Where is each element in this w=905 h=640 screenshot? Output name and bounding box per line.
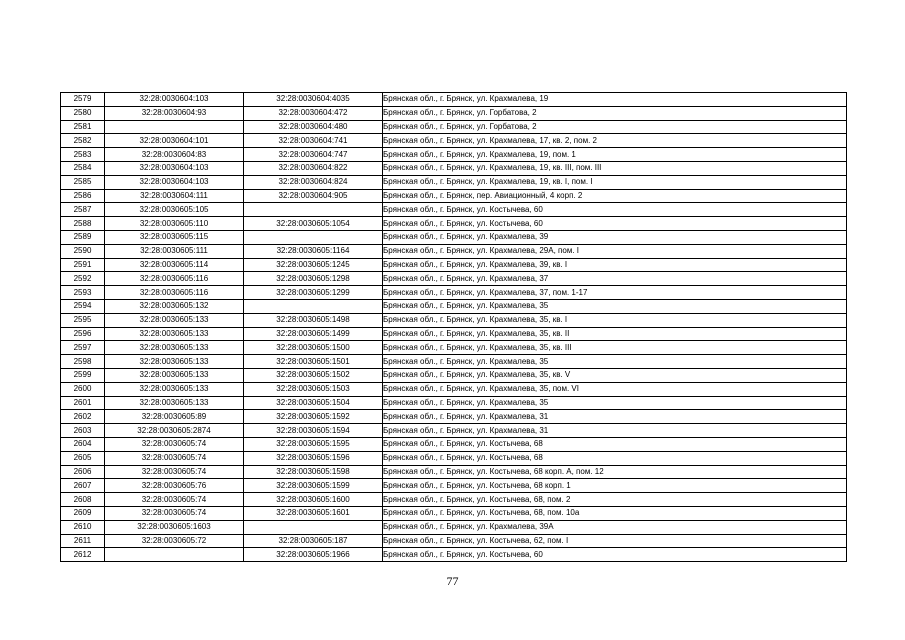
row-number-cell: 2592 <box>61 272 105 286</box>
row-number-cell: 2599 <box>61 368 105 382</box>
table-row <box>61 258 847 272</box>
object-number-cell <box>244 299 383 313</box>
table-row <box>61 410 847 424</box>
table-row <box>61 175 847 189</box>
parcel-number-cell: 32:28:0030604:103 <box>105 161 244 175</box>
parcel-number-cell: 32:28:0030604:103 <box>105 175 244 189</box>
address-cell: Брянская обл., г. Брянск, пер. Авиационный, 4 корп. 2 <box>383 189 847 203</box>
object-number-cell: 32:28:0030605:1599 <box>244 479 383 493</box>
table-row <box>61 506 847 520</box>
table-row <box>61 299 847 313</box>
address-cell: Брянская обл., г. Брянск, ул. Крахмалева, 39А <box>383 520 847 534</box>
row-number-cell: 2608 <box>61 493 105 507</box>
parcel-number-cell: 32:28:0030605:116 <box>105 272 244 286</box>
row-number-cell: 2583 <box>61 148 105 162</box>
parcel-number-cell: 32:28:0030604:93 <box>105 106 244 120</box>
parcel-number-cell: 32:28:0030605:133 <box>105 396 244 410</box>
object-number-cell: 32:28:0030605:1596 <box>244 451 383 465</box>
address-cell: Брянская обл., г. Брянск, ул. Крахмалева, 35 <box>383 396 847 410</box>
address-cell: Брянская обл., г. Брянск, ул. Крахмалева, 35, кв. I <box>383 313 847 327</box>
table-row <box>61 396 847 410</box>
parcel-number-cell: 32:28:0030605:132 <box>105 299 244 313</box>
row-number-cell: 2589 <box>61 230 105 244</box>
address-cell: Брянская обл., г. Брянск, ул. Костычева, 68 <box>383 451 847 465</box>
parcel-number-cell: 32:28:0030605:116 <box>105 286 244 300</box>
parcel-number-cell: 32:28:0030605:2874 <box>105 424 244 438</box>
row-number-cell: 2611 <box>61 534 105 548</box>
row-number-cell: 2590 <box>61 244 105 258</box>
table-row <box>61 465 847 479</box>
object-number-cell: 32:28:0030605:1600 <box>244 493 383 507</box>
table-row <box>61 327 847 341</box>
address-cell: Брянская обл., г. Брянск, ул. Крахмалева, 19, кв. I, пом. I <box>383 175 847 189</box>
table-row <box>61 548 847 562</box>
address-cell: Брянская обл., г. Брянск, ул. Костычева, 60 <box>383 548 847 562</box>
address-cell: Брянская обл., г. Брянск, ул. Костычева, 68, пом. 10а <box>383 506 847 520</box>
object-number-cell: 32:28:0030605:1601 <box>244 506 383 520</box>
row-number-cell: 2587 <box>61 203 105 217</box>
address-cell: Брянская обл., г. Брянск, ул. Крахмалева, 37 <box>383 272 847 286</box>
object-number-cell: 32:28:0030604:905 <box>244 189 383 203</box>
table-row <box>61 355 847 369</box>
table-row <box>61 134 847 148</box>
table-row <box>61 286 847 300</box>
row-number-cell: 2609 <box>61 506 105 520</box>
row-number-cell: 2579 <box>61 93 105 107</box>
row-number-cell: 2595 <box>61 313 105 327</box>
object-number-cell: 32:28:0030605:1503 <box>244 382 383 396</box>
object-number-cell: 32:28:0030605:1594 <box>244 424 383 438</box>
address-cell: Брянская обл., г. Брянск, ул. Крахмалева, 35, кв. II <box>383 327 847 341</box>
row-number-cell: 2602 <box>61 410 105 424</box>
parcel-number-cell: 32:28:0030604:101 <box>105 134 244 148</box>
table-row <box>61 106 847 120</box>
row-number-cell: 2586 <box>61 189 105 203</box>
row-number-cell: 2604 <box>61 437 105 451</box>
address-cell: Брянская обл., г. Брянск, ул. Крахмалева, 29А, пом. I <box>383 244 847 258</box>
object-number-cell: 32:28:0030605:1598 <box>244 465 383 479</box>
parcel-number-cell: 32:28:0030605:74 <box>105 437 244 451</box>
address-cell: Брянская обл., г. Брянск, ул. Костычева, 60 <box>383 203 847 217</box>
object-number-cell: 32:28:0030605:1592 <box>244 410 383 424</box>
cadastral-table <box>60 92 847 562</box>
object-number-cell: 32:28:0030605:1498 <box>244 313 383 327</box>
row-number-cell: 2591 <box>61 258 105 272</box>
row-number-cell: 2594 <box>61 299 105 313</box>
object-number-cell: 32:28:0030605:187 <box>244 534 383 548</box>
object-number-cell: 32:28:0030605:1595 <box>244 437 383 451</box>
object-number-cell: 32:28:0030604:472 <box>244 106 383 120</box>
row-number-cell: 2598 <box>61 355 105 369</box>
parcel-number-cell: 32:28:0030605:74 <box>105 493 244 507</box>
object-number-cell: 32:28:0030604:741 <box>244 134 383 148</box>
object-number-cell: 32:28:0030605:1501 <box>244 355 383 369</box>
parcel-number-cell: 32:28:0030605:105 <box>105 203 244 217</box>
object-number-cell: 32:28:0030605:1499 <box>244 327 383 341</box>
parcel-number-cell: 32:28:0030605:114 <box>105 258 244 272</box>
object-number-cell: 32:28:0030605:1502 <box>244 368 383 382</box>
table-row <box>61 93 847 107</box>
object-number-cell: 32:28:0030604:480 <box>244 120 383 134</box>
address-cell: Брянская обл., г. Брянск, ул. Горбатова, 2 <box>383 120 847 134</box>
parcel-number-cell: 32:28:0030605:133 <box>105 313 244 327</box>
parcel-number-cell: 32:28:0030605:110 <box>105 217 244 231</box>
table-row <box>61 189 847 203</box>
address-cell: Брянская обл., г. Брянск, ул. Костычева, 68 корп. А, пом. 12 <box>383 465 847 479</box>
address-cell: Брянская обл., г. Брянск, ул. Крахмалева, 19 <box>383 93 847 107</box>
address-cell: Брянская обл., г. Брянск, ул. Крахмалева, 31 <box>383 410 847 424</box>
parcel-number-cell: 32:28:0030605:74 <box>105 451 244 465</box>
parcel-number-cell: 32:28:0030605:115 <box>105 230 244 244</box>
row-number-cell: 2585 <box>61 175 105 189</box>
address-cell: Брянская обл., г. Брянск, ул. Крахмалева, 35 <box>383 355 847 369</box>
row-number-cell: 2612 <box>61 548 105 562</box>
parcel-number-cell: 32:28:0030605:111 <box>105 244 244 258</box>
row-number-cell: 2601 <box>61 396 105 410</box>
address-cell: Брянская обл., г. Брянск, ул. Костычева, 62, пом. I <box>383 534 847 548</box>
table-body <box>61 93 847 562</box>
address-cell: Брянская обл., г. Брянск, ул. Крахмалева, 35, кв. V <box>383 368 847 382</box>
row-number-cell: 2600 <box>61 382 105 396</box>
object-number-cell: 32:28:0030604:747 <box>244 148 383 162</box>
object-number-cell: 32:28:0030605:1500 <box>244 341 383 355</box>
row-number-cell: 2588 <box>61 217 105 231</box>
table-row <box>61 341 847 355</box>
parcel-number-cell <box>105 120 244 134</box>
parcel-number-cell: 32:28:0030604:103 <box>105 93 244 107</box>
address-cell: Брянская обл., г. Брянск, ул. Крахмалева, 35, кв. III <box>383 341 847 355</box>
row-number-cell: 2584 <box>61 161 105 175</box>
object-number-cell: 32:28:0030605:1966 <box>244 548 383 562</box>
table-row <box>61 313 847 327</box>
table-row <box>61 272 847 286</box>
parcel-number-cell <box>105 548 244 562</box>
table-row <box>61 451 847 465</box>
table-row <box>61 161 847 175</box>
row-number-cell: 2582 <box>61 134 105 148</box>
row-number-cell: 2593 <box>61 286 105 300</box>
object-number-cell: 32:28:0030605:1299 <box>244 286 383 300</box>
address-cell: Брянская обл., г. Брянск, ул. Костычева, 60 <box>383 217 847 231</box>
row-number-cell: 2603 <box>61 424 105 438</box>
address-cell: Брянская обл., г. Брянск, ул. Горбатова, 2 <box>383 106 847 120</box>
object-number-cell <box>244 520 383 534</box>
row-number-cell: 2580 <box>61 106 105 120</box>
parcel-number-cell: 32:28:0030605:89 <box>105 410 244 424</box>
address-cell: Брянская обл., г. Брянск, ул. Крахмалева, 39, кв. I <box>383 258 847 272</box>
object-number-cell <box>244 230 383 244</box>
table-row <box>61 244 847 258</box>
object-number-cell <box>244 203 383 217</box>
address-cell: Брянская обл., г. Брянск, ул. Костычева, 68 <box>383 437 847 451</box>
page-number: 77 <box>446 574 459 588</box>
object-number-cell: 32:28:0030605:1054 <box>244 217 383 231</box>
parcel-number-cell: 32:28:0030605:74 <box>105 465 244 479</box>
parcel-number-cell: 32:28:0030605:133 <box>105 355 244 369</box>
parcel-number-cell: 32:28:0030605:72 <box>105 534 244 548</box>
table-row <box>61 437 847 451</box>
table-row <box>61 520 847 534</box>
address-cell: Брянская обл., г. Брянск, ул. Крахмалева, 39 <box>383 230 847 244</box>
row-number-cell: 2596 <box>61 327 105 341</box>
parcel-number-cell: 32:28:0030605:133 <box>105 341 244 355</box>
address-cell: Брянская обл., г. Брянск, ул. Костычева, 68 корп. 1 <box>383 479 847 493</box>
object-number-cell: 32:28:0030604:824 <box>244 175 383 189</box>
address-cell: Брянская обл., г. Брянск, ул. Крахмалева, 35 <box>383 299 847 313</box>
table-row <box>61 120 847 134</box>
row-number-cell: 2606 <box>61 465 105 479</box>
table-row <box>61 479 847 493</box>
table-row <box>61 368 847 382</box>
table-row <box>61 203 847 217</box>
address-cell: Брянская обл., г. Брянск, ул. Крахмалева, 31 <box>383 424 847 438</box>
address-cell: Брянская обл., г. Брянск, ул. Крахмалева, 35, пом. VI <box>383 382 847 396</box>
table-row <box>61 424 847 438</box>
parcel-number-cell: 32:28:0030605:1603 <box>105 520 244 534</box>
address-cell: Брянская обл., г. Брянск, ул. Крахмалева, 37, пом. 1-17 <box>383 286 847 300</box>
row-number-cell: 2610 <box>61 520 105 534</box>
row-number-cell: 2605 <box>61 451 105 465</box>
address-cell: Брянская обл., г. Брянск, ул. Крахмалева, 19, пом. 1 <box>383 148 847 162</box>
row-number-cell: 2581 <box>61 120 105 134</box>
parcel-number-cell: 32:28:0030605:133 <box>105 368 244 382</box>
object-number-cell: 32:28:0030605:1298 <box>244 272 383 286</box>
object-number-cell: 32:28:0030604:822 <box>244 161 383 175</box>
object-number-cell: 32:28:0030605:1245 <box>244 258 383 272</box>
table-row <box>61 148 847 162</box>
object-number-cell: 32:28:0030604:4035 <box>244 93 383 107</box>
row-number-cell: 2607 <box>61 479 105 493</box>
object-number-cell: 32:28:0030605:1504 <box>244 396 383 410</box>
table-row <box>61 217 847 231</box>
parcel-number-cell: 32:28:0030604:111 <box>105 189 244 203</box>
table-row <box>61 493 847 507</box>
address-cell: Брянская обл., г. Брянск, ул. Крахмалева, 19, кв. III, пом. III <box>383 161 847 175</box>
address-cell: Брянская обл., г. Брянск, ул. Костычева, 68, пом. 2 <box>383 493 847 507</box>
table-row <box>61 534 847 548</box>
row-number-cell: 2597 <box>61 341 105 355</box>
parcel-number-cell: 32:28:0030605:133 <box>105 327 244 341</box>
parcel-number-cell: 32:28:0030605:133 <box>105 382 244 396</box>
parcel-number-cell: 32:28:0030605:74 <box>105 506 244 520</box>
table-row <box>61 230 847 244</box>
object-number-cell: 32:28:0030605:1164 <box>244 244 383 258</box>
table-row <box>61 382 847 396</box>
address-cell: Брянская обл., г. Брянск, ул. Крахмалева, 17, кв. 2, пом. 2 <box>383 134 847 148</box>
parcel-number-cell: 32:28:0030604:83 <box>105 148 244 162</box>
parcel-number-cell: 32:28:0030605:76 <box>105 479 244 493</box>
